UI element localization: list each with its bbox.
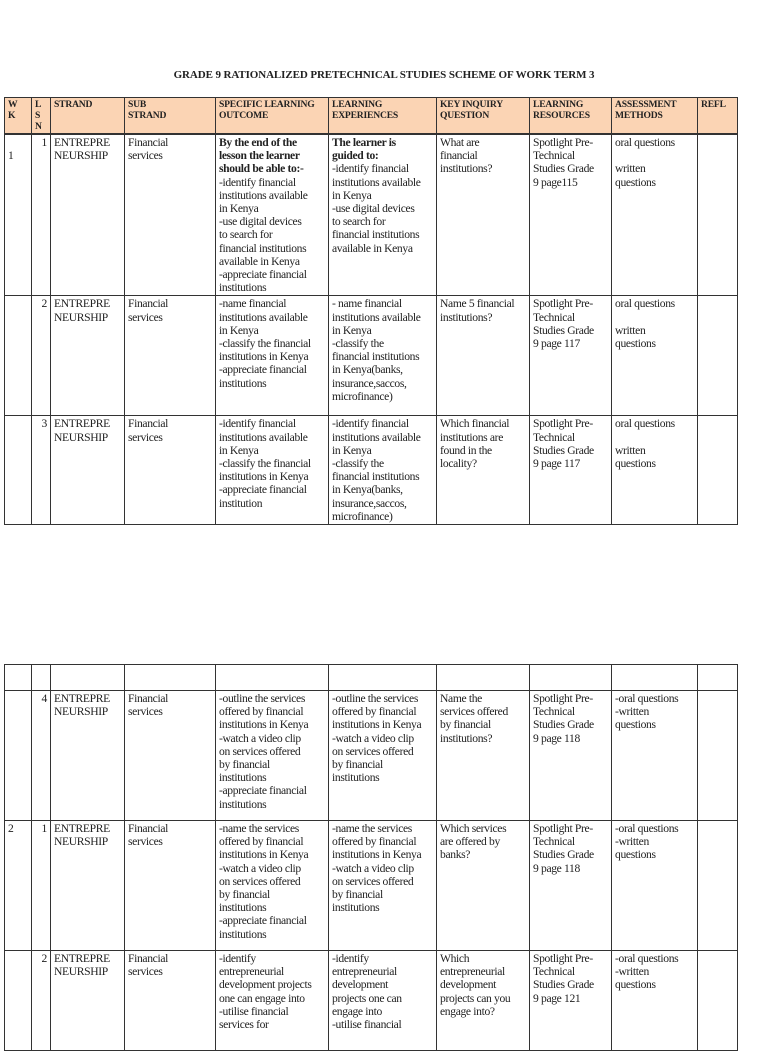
header-sub-strand: SUB STRAND (125, 98, 216, 135)
cell-refl (698, 951, 738, 1051)
cell-resources: Spotlight Pre- Technical Studies Grade 9 page 117 (530, 416, 612, 525)
cell-resources: Spotlight Pre- Technical Studies Grade 9 page115 (530, 134, 612, 296)
cell-slo: -name financial institutions available in Kenya -classify the financial institutions in Kenya -appreciate financial institutions (216, 296, 329, 416)
empty-cell (530, 665, 612, 691)
cell-lsn: 4 (32, 691, 51, 821)
slo-text: -identify financial institutions available in Kenya -use digital devices to search for financial institutions available in Kenya -appreciate financial institutions (219, 175, 308, 295)
header-strand: STRAND (51, 98, 125, 135)
cell-key-inquiry: Name the services offered by financial institutions? (437, 691, 530, 821)
cell-learning-experiences: -identify entrepreneurial development projects one can engage into -utilise financial (329, 951, 437, 1051)
cell-strand: ENTREPRE NEURSHIP (51, 951, 125, 1051)
header-lsn: L S N (32, 98, 51, 135)
cell-sub-strand: Financial services (125, 691, 216, 821)
cell-assessment: oral questions written questions (612, 296, 698, 416)
cell-slo: -outline the services offered by financial institutions in Kenya -watch a video clip on services offered by financial institutions -appreciate financial institutions (216, 691, 329, 821)
empty-row (5, 665, 738, 691)
cell-resources: Spotlight Pre- Technical Studies Grade 9 page 118 (530, 691, 612, 821)
le-intro: The learner is guided to: (332, 136, 396, 163)
cell-sub-strand: Financial services (125, 416, 216, 525)
cell-refl (698, 296, 738, 416)
cell-refl (698, 821, 738, 951)
header-resources: LEARNING RESOURCES (530, 98, 612, 135)
header-refl: REFL (698, 98, 738, 135)
table-row (5, 416, 738, 525)
cell-strand: ENTREPRE NEURSHIP (51, 296, 125, 416)
empty-cell (437, 665, 530, 691)
cell-slo: -identify financial institutions available in Kenya -classify the financial institutions in Kenya -appreciate financial institution (216, 416, 329, 525)
cell-assessment: oral questions written questions (612, 134, 698, 296)
cell-learning-experiences: - name financial institutions available in Kenya -classify the financial institutions in Kenya(banks, insurance,saccos, microfinance) (329, 296, 437, 416)
cell-refl (698, 416, 738, 525)
table-row (5, 821, 738, 951)
cell-strand: ENTREPRE NEURSHIP (51, 416, 125, 525)
cell-lsn: 1 (32, 134, 51, 296)
cell-key-inquiry: Which entrepreneurial development projects can you engage into? (437, 951, 530, 1051)
cell-slo: -name the services offered by financial institutions in Kenya -watch a video clip on services offered by financial institutions -appreciate financial institutions (216, 821, 329, 951)
empty-cell (329, 665, 437, 691)
table-row (5, 296, 738, 416)
cell-key-inquiry: Which services are offered by banks? (437, 821, 530, 951)
empty-cell (125, 665, 216, 691)
cell-lsn: 2 (32, 951, 51, 1051)
cell-lsn: 2 (32, 296, 51, 416)
cell-strand: ENTREPRE NEURSHIP (51, 691, 125, 821)
cell-learning-experiences: -identify financial institutions available in Kenya -classify the financial institutions in Kenya(banks, insurance,saccos, microfinance) (329, 416, 437, 525)
cell-resources: Spotlight Pre- Technical Studies Grade 9 page 117 (530, 296, 612, 416)
empty-cell (698, 665, 738, 691)
cell-assessment: -oral questions -written questions (612, 821, 698, 951)
header-assessment: ASSESSMENT METHODS (612, 98, 698, 135)
cell-refl (698, 134, 738, 296)
empty-cell (612, 665, 698, 691)
cell-wk: 2 (5, 821, 32, 951)
cell-assessment: -oral questions -written questions (612, 951, 698, 1051)
cell-wk (5, 416, 32, 525)
cell-sub-strand: Financial services (125, 134, 216, 296)
header-key-inquiry: KEY INQUIRY QUESTION (437, 98, 530, 135)
page-title: GRADE 9 RATIONALIZED PRETECHNICAL STUDIES SCHEME OF WORK TERM 3 (173, 69, 595, 81)
cell-wk (5, 691, 32, 821)
header-row (5, 98, 738, 135)
empty-cell (51, 665, 125, 691)
table-row (5, 134, 738, 296)
header-wk: W K (5, 98, 32, 135)
cell-key-inquiry: Which financial institutions are found in the locality? (437, 416, 530, 525)
cell-learning-experiences (329, 134, 437, 296)
cell-strand: ENTREPRE NEURSHIP (51, 821, 125, 951)
cell-sub-strand: Financial services (125, 296, 216, 416)
cell-assessment: oral questions written questions (612, 416, 698, 525)
header-learning-experiences: LEARNING EXPERIENCES (329, 98, 437, 135)
cell-refl (698, 691, 738, 821)
cell-lsn: 1 (32, 821, 51, 951)
le-text: -identify financial institutions available in Kenya -use digital devices to search for financial institutions available in Kenya (332, 162, 421, 255)
empty-cell (5, 665, 32, 691)
header-slo: SPECIFIC LEARNING OUTCOME (216, 98, 329, 135)
slo-intro: By the end of the lesson the learner should be able to:- (219, 136, 304, 176)
cell-wk (5, 951, 32, 1051)
cell-assessment: -oral questions -written questions (612, 691, 698, 821)
cell-sub-strand: Financial services (125, 951, 216, 1051)
cell-sub-strand: Financial services (125, 821, 216, 951)
cell-wk (5, 296, 32, 416)
cell-slo (216, 134, 329, 296)
cell-key-inquiry: What are financial institutions? (437, 134, 530, 296)
cell-learning-experiences: -outline the services offered by financial institutions in Kenya -watch a video clip on services offered by financial institutions (329, 691, 437, 821)
cell-resources: Spotlight Pre- Technical Studies Grade 9 page 121 (530, 951, 612, 1051)
table-row (5, 951, 738, 1051)
cell-strand: ENTREPRE NEURSHIP (51, 134, 125, 296)
empty-cell (216, 665, 329, 691)
cell-resources: Spotlight Pre- Technical Studies Grade 9 page 118 (530, 821, 612, 951)
cell-slo: -identify entrepreneurial development projects one can engage into -utilise financial services for (216, 951, 329, 1051)
cell-lsn: 3 (32, 416, 51, 525)
scheme-table-1 (4, 97, 738, 525)
cell-learning-experiences: -name the services offered by financial institutions in Kenya -watch a video clip on services offered by financial institutions (329, 821, 437, 951)
table-row (5, 691, 738, 821)
empty-cell (32, 665, 51, 691)
cell-key-inquiry: Name 5 financial institutions? (437, 296, 530, 416)
cell-wk: 1 (5, 134, 32, 296)
scheme-table-2 (4, 664, 738, 1051)
